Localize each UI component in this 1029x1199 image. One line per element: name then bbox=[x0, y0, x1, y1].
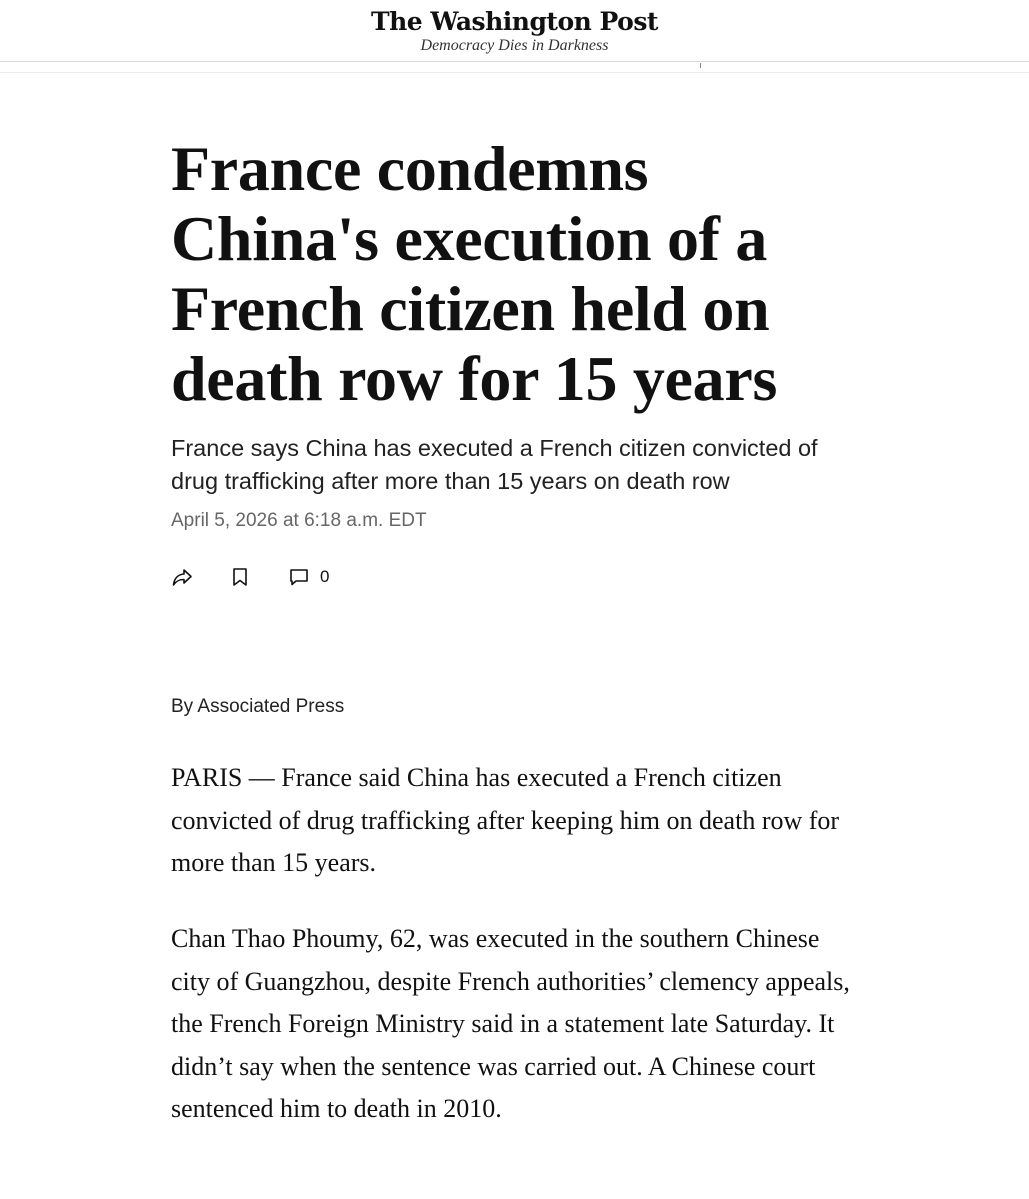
article-byline[interactable]: By Associated Press bbox=[171, 696, 345, 717]
site-logo[interactable]: The Washington Post bbox=[371, 7, 658, 36]
article-headline: France condemns China's execution of a French citizen held on death row for 15 years bbox=[171, 133, 778, 414]
share-arrow-icon bbox=[171, 566, 193, 588]
comments-button[interactable] bbox=[288, 563, 329, 591]
save-article-button[interactable] bbox=[230, 563, 250, 591]
article-paragraph: Chan Thao Phoumy, 62, was executed in the southern Chinese city of Guangzhou, despite French authorities’ clemency appeals, the French Foreign Ministry said in a statement late Saturday. It didn’t say when the sentence was carried out. A Chinese court sentenced him to death in 2010. bbox=[171, 924, 850, 1123]
masthead bbox=[0, 0, 1029, 62]
subnav-divider bbox=[700, 63, 701, 68]
comment-count: 0 bbox=[320, 567, 330, 586]
article-paragraph: PARIS — France said China has executed a French citizen convicted of drug trafficking after keeping him on death row for more than 15 years. bbox=[171, 763, 840, 877]
article-dek: France says China has executed a French citizen convicted of drug trafficking after more than 15 years on death row bbox=[171, 435, 818, 494]
article-actions bbox=[171, 563, 471, 591]
bookmark-icon bbox=[230, 566, 250, 588]
share-button[interactable] bbox=[171, 563, 193, 591]
comment-bubble-icon bbox=[288, 566, 310, 588]
subnav-rule bbox=[0, 72, 1029, 73]
article-timestamp: April 5, 2026 at 6:18 a.m. EDT bbox=[171, 510, 427, 531]
site-tagline: Democracy Dies in Darkness bbox=[420, 37, 609, 54]
